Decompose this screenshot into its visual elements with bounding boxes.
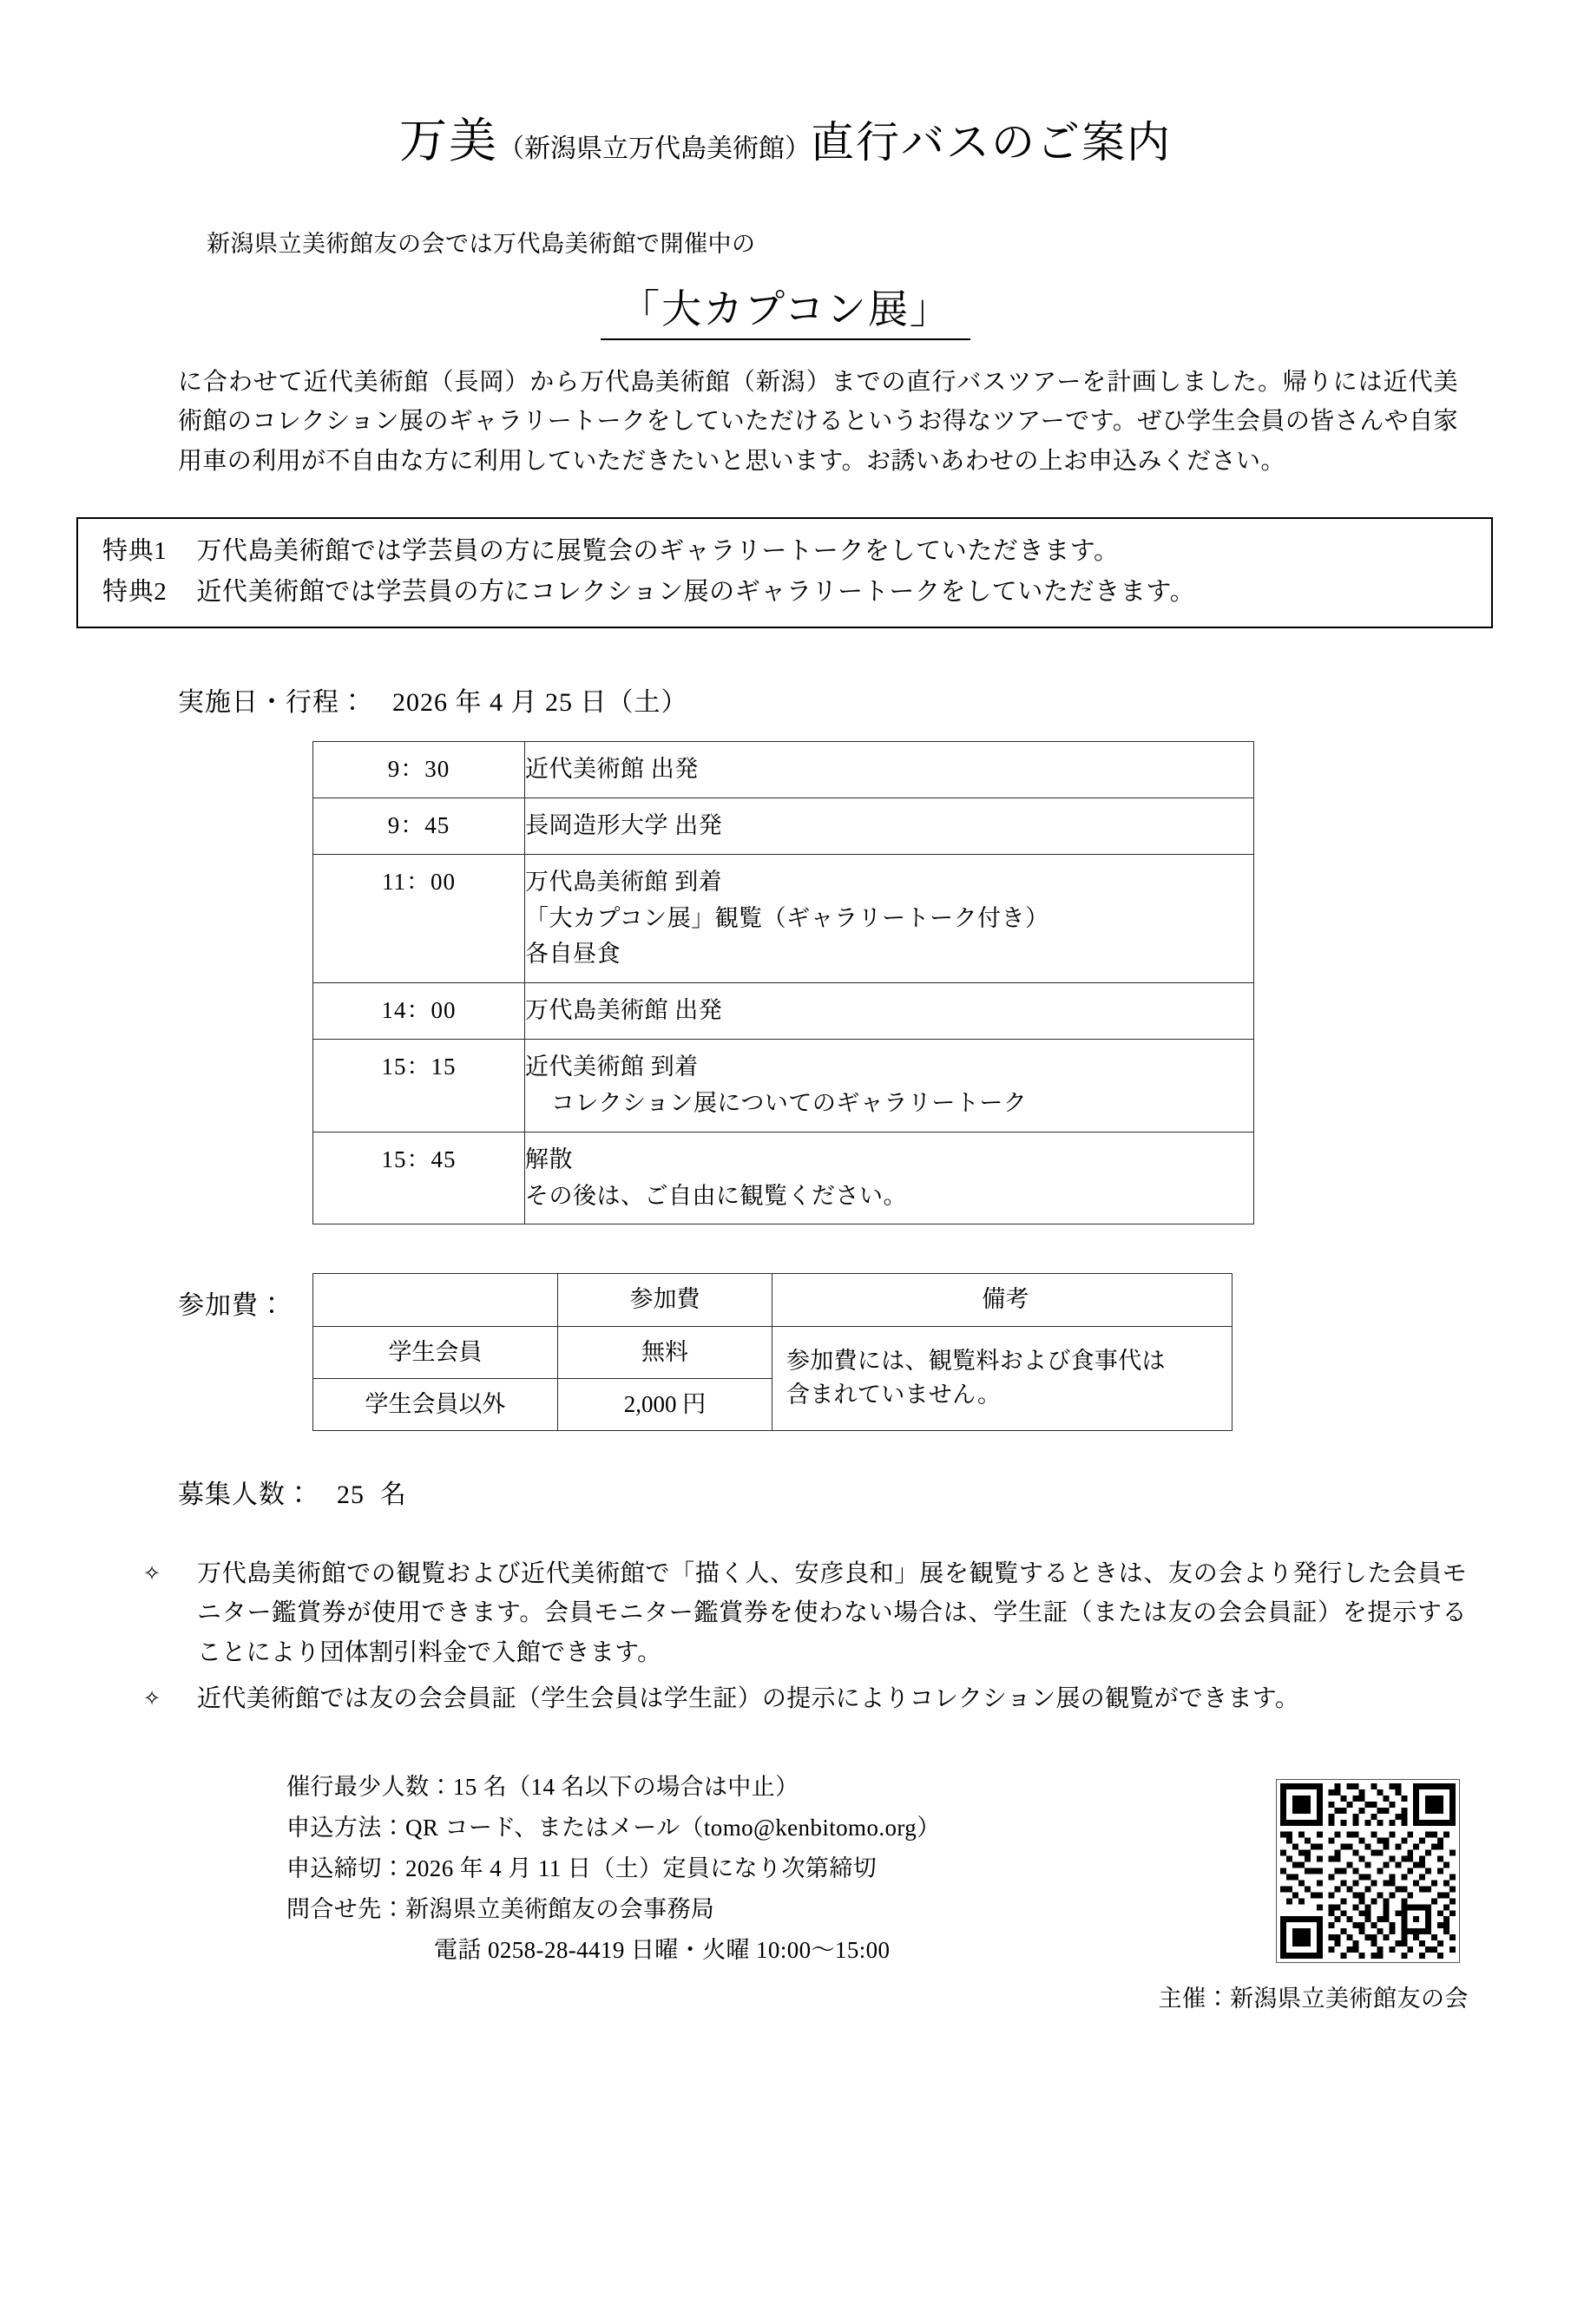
capacity-number: 25 — [337, 1480, 365, 1509]
fee-note-line-1: 参加費には、観覧料および食事代は — [786, 1348, 1166, 1375]
title-rest: 直行バスのご案内 — [811, 118, 1172, 167]
organizer-line: 主催：新潟県立美術館友の会 — [1158, 1986, 1469, 2012]
benefit-line-2 — [78, 572, 1491, 613]
schedule-desc — [525, 983, 1254, 1040]
list-item — [143, 1679, 1467, 1718]
fee-section — [178, 1273, 1571, 1430]
notes-list — [143, 1554, 1467, 1718]
exhibit-name-row — [0, 278, 1571, 340]
benefits-box — [76, 517, 1493, 628]
capacity-unit: 名 — [380, 1480, 407, 1509]
phone-line: 電話 0258-28-4419 日曜・火曜 10:00〜15:00 — [434, 1937, 891, 1964]
exhibit-name: 「大カプコン展」 — [601, 278, 970, 340]
schedule-time: 14：00 — [313, 983, 525, 1040]
benefit-text-1: 万代島美術館では学芸員の方に展覧会のギャラリートークをしていただきます。 — [196, 537, 1120, 566]
schedule-desc — [525, 854, 1254, 983]
schedule-desc-line: 長岡造形大学 出発 — [525, 811, 723, 838]
schedule-desc-line: 近代美術館 出発 — [525, 756, 699, 783]
schedule-desc-line: 「大カプコン展」観覧（ギャラリートーク付き） — [525, 904, 1049, 931]
title-paren: （新潟県立万代島美術館） — [498, 135, 811, 163]
table-row — [313, 1040, 1254, 1132]
schedule-time: 15：15 — [313, 1040, 525, 1132]
table-row — [313, 1132, 1254, 1224]
document-page — [0, 102, 1571, 2324]
deadline-line: 申込締切：2026 年 4 月 11 日（土）定員になり次第締切 — [286, 1855, 878, 1882]
schedule-heading — [178, 680, 1571, 719]
qr-code-svg — [1280, 1783, 1456, 1959]
schedule-date: 2026 年 4 月 25 日（土） — [392, 688, 688, 718]
benefit-line-1 — [78, 531, 1491, 572]
table-row — [313, 1326, 1232, 1378]
qr-code-icon[interactable] — [1276, 1779, 1460, 1963]
table-row — [313, 854, 1254, 983]
diamond-bullet-icon: ✧ — [143, 1562, 161, 1585]
benefit-text-2: 近代美術館では学芸員の方にコレクション展のギャラリートークをしていただきます。 — [196, 578, 1196, 607]
schedule-desc-line: その後は、ご自由に観覧ください。 — [525, 1182, 907, 1209]
fee-note-line-2: 含まれていません。 — [786, 1382, 1002, 1408]
apply-method-line: 申込方法：QR コード、またはメール（tomo@kenbitomo.org） — [286, 1815, 941, 1841]
fee-amount: 2,000 円 — [558, 1378, 772, 1430]
title-main: 万美 — [398, 115, 498, 167]
fee-kind: 学生会員以外 — [313, 1378, 558, 1430]
diamond-bullet-icon: ✧ — [143, 1687, 161, 1710]
contact-line: 問合せ先：新潟県立美術館友の会事務局 — [286, 1896, 715, 1923]
schedule-time: 15：45 — [313, 1132, 525, 1224]
capacity-row — [178, 1473, 1571, 1511]
fee-label: 参加費： — [178, 1291, 286, 1321]
schedule-label: 実施日・行程： — [178, 688, 366, 718]
schedule-table — [312, 741, 1254, 1224]
schedule-desc — [525, 1132, 1254, 1224]
schedule-desc — [525, 1040, 1254, 1132]
schedule-desc-line: 各自昼食 — [525, 941, 621, 968]
fee-header-note: 備考 — [772, 1274, 1232, 1326]
schedule-time: 9：30 — [313, 742, 525, 798]
schedule-time: 11：00 — [313, 854, 525, 983]
schedule-time: 9：45 — [313, 798, 525, 854]
note-text: 万代島美術館での観覧および近代美術館で「描く人、安彦良和」展を観覧するときは、友の会より発行した会員モニター鑑賞券が使用できます。会員モニター鑑賞券を使わない場合は、学生証（または友の会会員証）を提示することにより団体割引料金で入館できます。 — [197, 1559, 1467, 1666]
benefit-label-2: 特典2 — [102, 578, 168, 607]
fee-amount: 無料 — [558, 1326, 772, 1378]
schedule-desc — [525, 742, 1254, 798]
table-row — [313, 1274, 1232, 1326]
fee-note — [772, 1326, 1232, 1430]
schedule-desc — [525, 798, 1254, 854]
page-title — [0, 102, 1571, 171]
fee-kind: 学生会員 — [313, 1326, 558, 1378]
table-row — [313, 983, 1254, 1040]
min-participants-line: 催行最少人数：15 名（14 名以下の場合は中止） — [286, 1774, 799, 1801]
schedule-desc-line: 万代島美術館 到着 — [525, 868, 723, 895]
intro-body: に合わせて近代美術館（長岡）から万代島美術館（新潟）までの直行バスツアーを計画しました。帰りには近代美術館のコレクション展のギャラリートークをしていただけるというお得なツアーです。ぜひ学生会員の皆さんや自家用車の利用が不自由な方に利用していただきたいと思います。お誘いあわせの上お申込みください。 — [178, 369, 1458, 475]
fee-header-fee: 参加費 — [558, 1274, 772, 1326]
table-row — [313, 742, 1254, 798]
note-text: 近代美術館では友の会会員証（学生会員は学生証）の提示によりコレクション展の観覧ができます。 — [197, 1684, 1300, 1712]
fee-header-blank — [313, 1274, 558, 1326]
capacity-label: 募集人数： — [178, 1480, 312, 1509]
fee-table — [312, 1273, 1232, 1430]
list-item — [143, 1554, 1467, 1672]
table-row — [313, 798, 1254, 854]
schedule-desc-line: コレクション展についてのギャラリートーク — [551, 1089, 1028, 1116]
schedule-desc-line: 解散 — [525, 1146, 573, 1172]
schedule-desc-line: 近代美術館 到着 — [525, 1054, 699, 1080]
benefit-label-1: 特典1 — [102, 537, 168, 566]
schedule-desc-line: 万代島美術館 出発 — [525, 997, 723, 1024]
footer-area — [0, 1767, 1571, 2053]
intro-line-1: 新潟県立美術館友の会では万代島美術館で開催中の — [207, 231, 756, 257]
